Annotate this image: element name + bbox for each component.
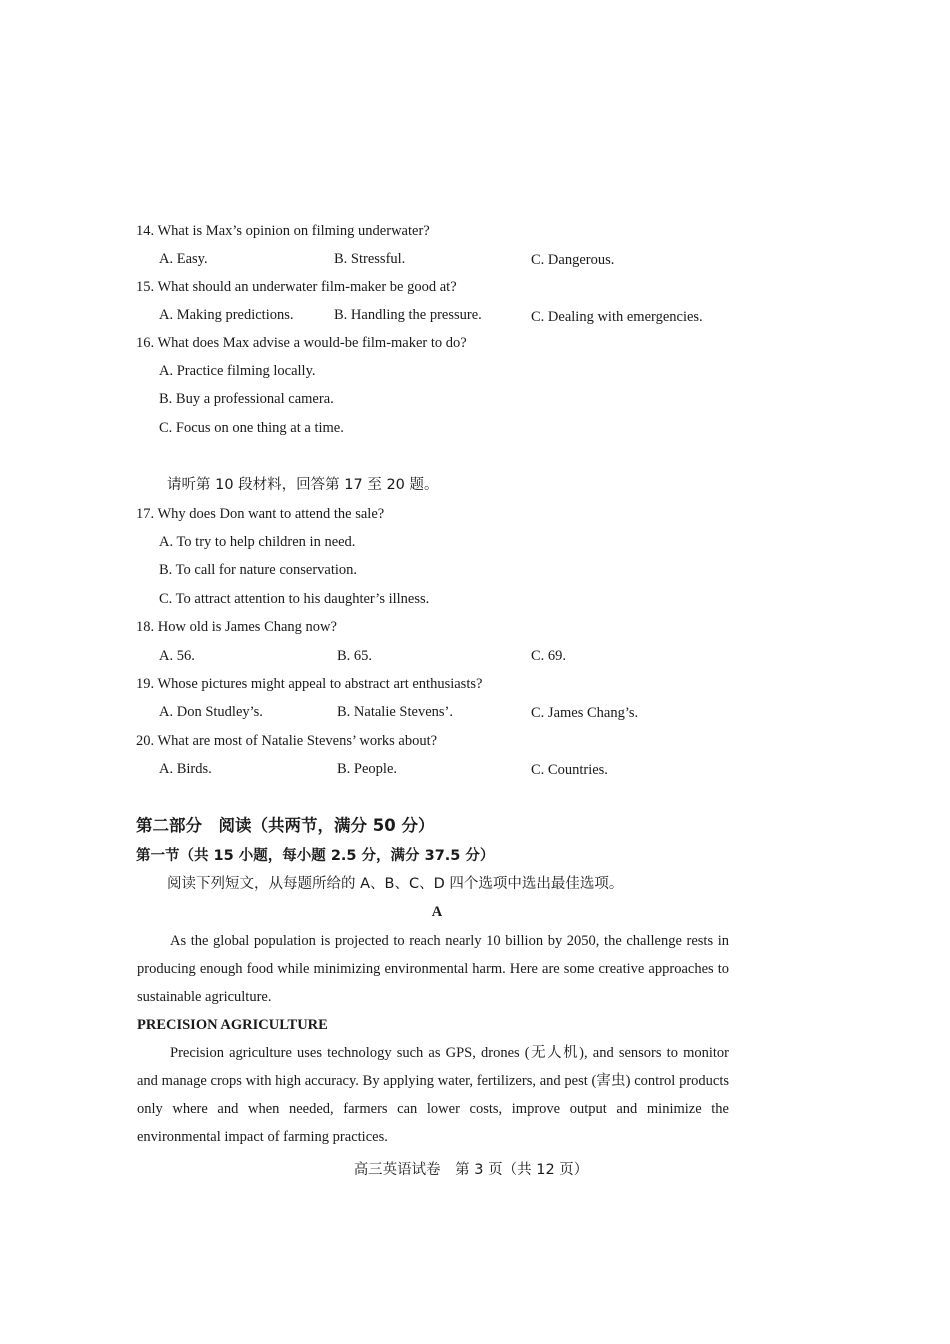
- question-15: 15. What should an underwater film-maker be good at?: [136, 279, 457, 295]
- question-17-option-a: A. To try to help children in need.: [159, 534, 356, 550]
- part-two-title: 第二部分 阅读（共两节，满分 50 分）: [136, 816, 435, 835]
- page-footer: 高三英语试卷 第 3 页（共 12 页）: [353, 1162, 589, 1178]
- question-15-option-b: B. Handling the pressure.: [334, 307, 482, 323]
- section-one-title: 第一节（共 15 小题，每小题 2.5 分，满分 37.5 分）: [136, 848, 495, 864]
- question-19-option-a: A. Don Studley’s.: [159, 704, 263, 720]
- question-15-option-c: C. Dealing with emergencies.: [531, 309, 703, 325]
- reading-instruction: 阅读下列短文，从每题所给的 A、B、C、D 四个选项中选出最佳选项。: [167, 876, 624, 892]
- question-19-option-b: B. Natalie Stevens’.: [337, 704, 453, 720]
- question-20-option-b: B. People.: [337, 761, 398, 777]
- question-18: 18. How old is James Chang now?: [136, 619, 337, 635]
- question-18-option-b: B. 65.: [337, 648, 373, 664]
- listening-section-instruction: 请听第 10 段材料，回答第 17 至 20 题。: [167, 477, 439, 493]
- question-16-option-b: B. Buy a professional camera.: [159, 391, 334, 407]
- question-14-option-c: C. Dangerous.: [531, 252, 615, 268]
- question-20-option-a: A. Birds.: [159, 761, 212, 777]
- question-17-option-c: C. To attract attention to his daughter’s illness.: [159, 591, 430, 607]
- question-16-option-c: C. Focus on one thing at a time.: [159, 420, 344, 436]
- question-14-option-b: B. Stressful.: [334, 251, 406, 267]
- question-18-option-c: C. 69.: [531, 648, 567, 664]
- precision-agriculture-paragraph: Precision agriculture uses technology such as GPS, drones (无人机), and sensors to monitor and manage crops with high accuracy. By applying water, fertilizers, and pest (害虫) control products only where and when needed, farmers can lower costs, improve output and minimize the environmental impact of farming practices.: [137, 1045, 729, 1145]
- question-15-option-a: A. Making predictions.: [159, 307, 294, 323]
- question-14: 14. What is Max’s opinion on filming underwater?: [136, 223, 430, 239]
- question-16: 16. What does Max advise a would-be film-maker to do?: [136, 335, 467, 351]
- question-18-option-a: A. 56.: [159, 648, 195, 664]
- question-20-option-c: C. Countries.: [531, 762, 608, 778]
- question-14-option-a: A. Easy.: [159, 251, 208, 267]
- question-17: 17. Why does Don want to attend the sale?: [136, 506, 385, 522]
- question-16-option-a: A. Practice filming locally.: [159, 363, 316, 379]
- question-19: 19. Whose pictures might appeal to abstract art enthusiasts?: [136, 676, 483, 692]
- question-19-option-c: C. James Chang’s.: [531, 705, 639, 721]
- intro-paragraph: As the global population is projected to reach nearly 10 billion by 2050, the challenge rests in producing enough food while minimizing environmental harm. Here are some creative approaches to sustainable agriculture.: [137, 933, 729, 1005]
- subheading-precision-agriculture: PRECISION AGRICULTURE: [137, 1017, 328, 1033]
- passage-letter: A: [431, 904, 443, 920]
- question-20: 20. What are most of Natalie Stevens’ works about?: [136, 733, 438, 749]
- question-17-option-b: B. To call for nature conservation.: [159, 562, 358, 578]
